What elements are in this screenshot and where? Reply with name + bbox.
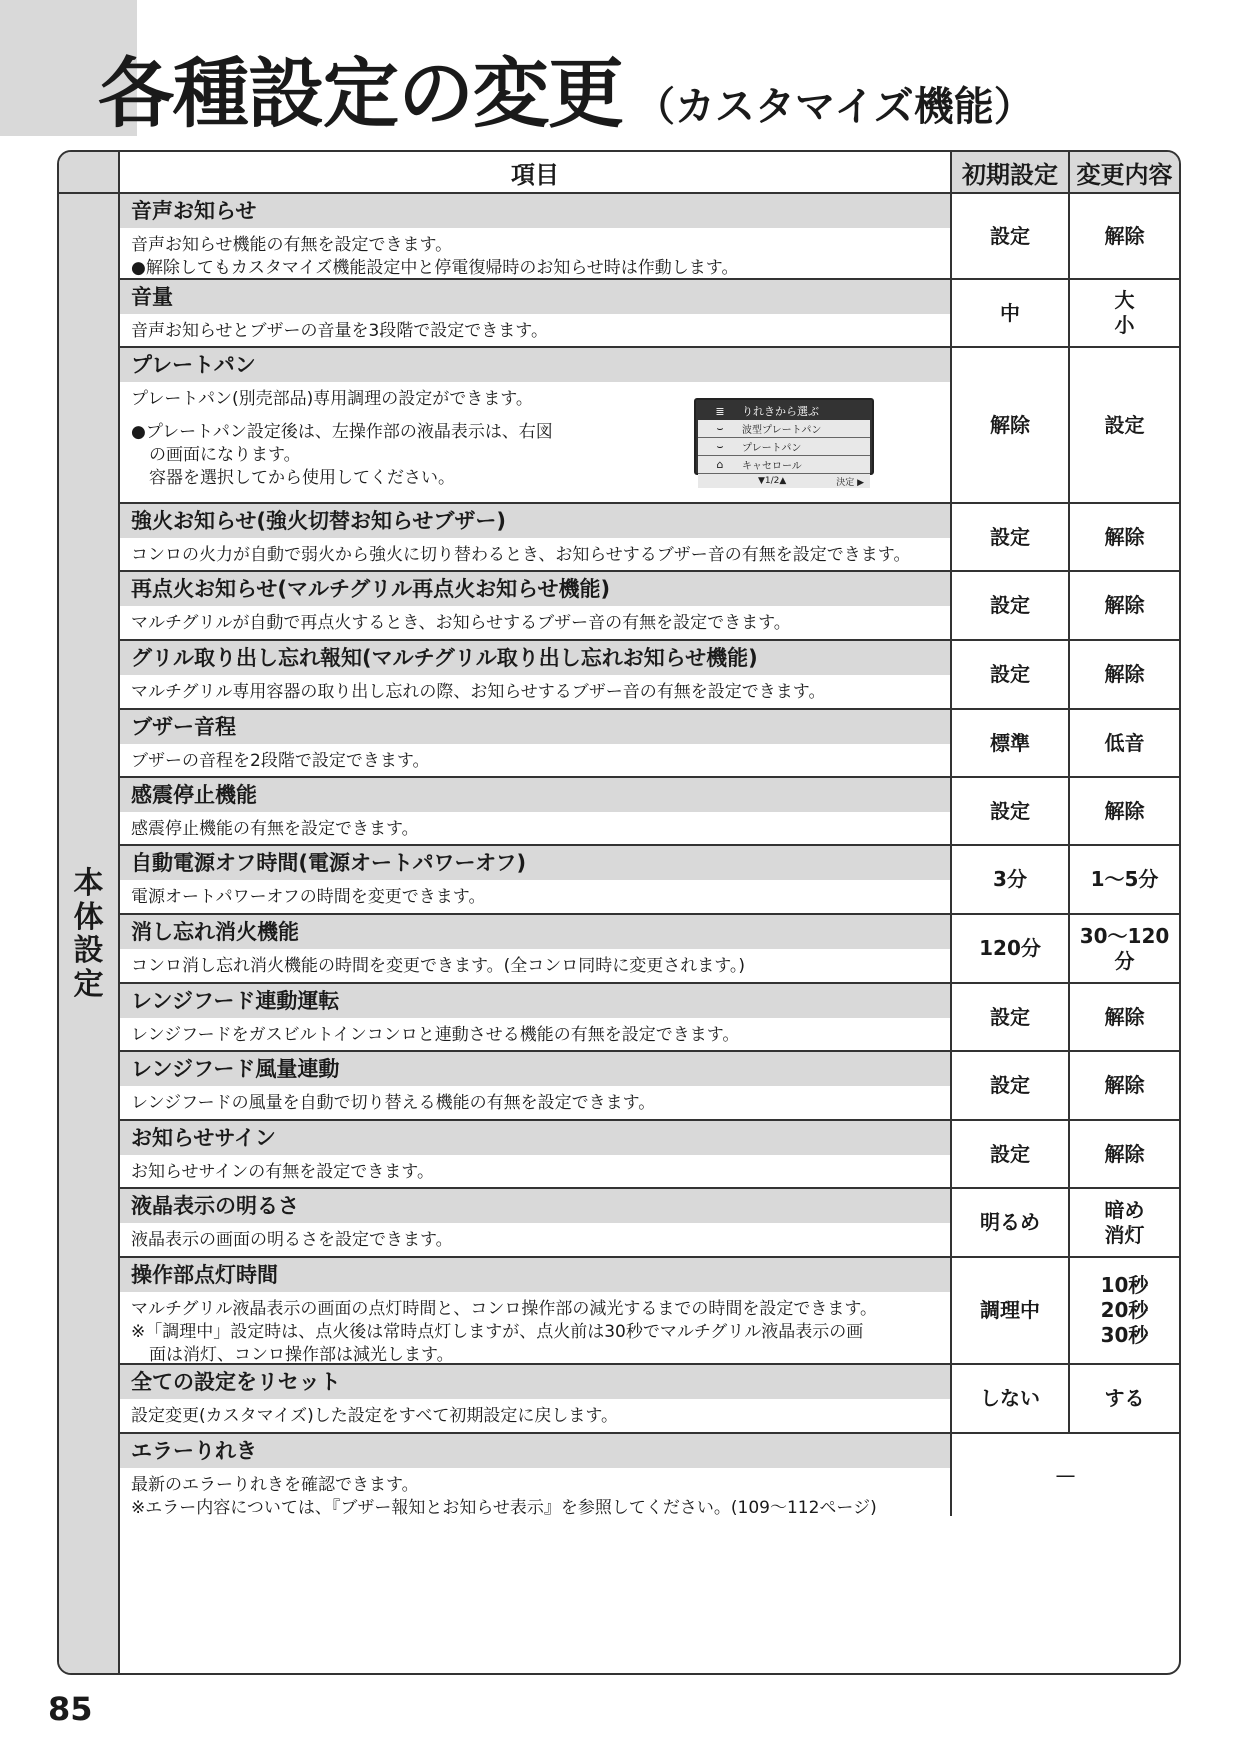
side-label-char: 定 [73, 966, 104, 1002]
lcd-selected-row [698, 402, 870, 420]
item-cell [120, 778, 952, 844]
initial-value: 標準 [952, 710, 1070, 776]
change-value [1070, 846, 1179, 913]
item-description [120, 606, 950, 635]
change-option: 30秒 [1100, 1323, 1149, 1347]
item-name: エラーりれき [120, 1434, 950, 1468]
lcd-footer [698, 474, 870, 488]
item-name: 操作部点灯時間 [120, 1258, 950, 1292]
initial-value: 設定 [952, 572, 1070, 639]
item-cell [120, 1258, 952, 1363]
initial-value: 解除 [952, 348, 1070, 502]
item-name: グリル取り出し忘れ報知(マルチグリル取り出し忘れお知らせ機能) [120, 641, 950, 675]
page-title [98, 49, 1034, 138]
table-row [120, 778, 1179, 846]
change-option: 10秒 [1100, 1273, 1149, 1297]
initial-value: 120分 [952, 915, 1070, 982]
item-cell [120, 641, 952, 708]
description-line: ●解除してもカスタマイズ機能設定中と停電復帰時のお知らせ時は作動します。 [131, 258, 739, 278]
change-option: 1〜5分 [1090, 867, 1159, 891]
description-line: プレートパン(別売部品)専用調理の設定ができます。 [131, 389, 533, 409]
table-row [120, 846, 1179, 915]
item-description [120, 744, 950, 773]
description-line: コンロの火力が自動で弱火から強火に切り替わるとき、お知らせするブザー音の有無を設定できます。 [131, 545, 911, 565]
change-option: 解除 [1104, 524, 1145, 549]
table-row [120, 1258, 1179, 1365]
lcd-menu-item [698, 456, 870, 474]
initial-value: 調理中 [952, 1258, 1070, 1363]
item-name: 音声お知らせ [120, 194, 950, 228]
description-line: 電源オートパワーオフの時間を変更できます。 [131, 887, 486, 907]
description-line: コンロ消し忘れ消火機能の時間を変更できます。(全コンロ同時に変更されます。) [131, 956, 746, 976]
item-name: プレートパン [120, 348, 950, 382]
description-line: マルチグリル専用容器の取り出し忘れの際、お知らせするブザー音の有無を設定できます。 [131, 682, 826, 702]
table-row [120, 641, 1179, 710]
description-line: 感震停止機能の有無を設定できます。 [131, 819, 419, 839]
description-line: 容器を選択してから使用してください。 [149, 468, 455, 488]
change-value [1070, 984, 1179, 1050]
lcd-item-label: キャセロール [742, 461, 802, 472]
item-cell [120, 984, 952, 1050]
table-row [120, 915, 1179, 984]
change-value [1070, 1121, 1179, 1187]
item-name: 強火お知らせ(強火切替お知らせブザー) [120, 504, 950, 538]
table-row [120, 1365, 1179, 1434]
side-label-char: 体 [73, 899, 104, 935]
item-name: 再点火お知らせ(マルチグリル再点火お知らせ機能) [120, 572, 950, 606]
item-name: 全ての設定をリセット [120, 1365, 950, 1399]
change-option: 暗め [1104, 1197, 1145, 1222]
item-name: 液晶表示の明るさ [120, 1189, 950, 1223]
table-row [120, 710, 1179, 778]
item-cell [120, 1052, 952, 1119]
change-option: 解除 [1104, 662, 1145, 686]
description-line: 最新のエラーりれきを確認できます。 [131, 1475, 419, 1495]
item-cell [120, 504, 952, 570]
item-cell [120, 348, 952, 502]
change-option: 解除 [1104, 593, 1145, 617]
item-description [120, 314, 950, 343]
change-value [1070, 1258, 1179, 1363]
item-cell [120, 280, 952, 346]
item-description [120, 675, 950, 704]
item-description [120, 1468, 950, 1520]
lcd-display-illustration [694, 398, 874, 488]
lcd-menu-item [698, 420, 870, 438]
side-column [59, 152, 120, 1673]
description-line: 液晶表示の画面の明るさを設定できます。 [131, 1230, 453, 1250]
initial-value: 明るめ [952, 1189, 1070, 1256]
initial-value: 設定 [952, 641, 1070, 708]
lcd-item-label: プレートパン [742, 443, 802, 454]
description-line: レンジフードをガスビルトインコンロと連動させる機能の有無を設定できます。 [131, 1025, 740, 1045]
item-description [120, 1223, 950, 1252]
item-description [120, 1399, 950, 1428]
table-row [120, 984, 1179, 1052]
change-value [1070, 348, 1179, 502]
lcd-menu-item [698, 438, 870, 456]
change-option: 30〜120分 [1079, 923, 1170, 973]
table-row [120, 1189, 1179, 1258]
side-label-char: 設 [73, 933, 104, 969]
initial-value: しない [952, 1365, 1070, 1432]
change-option: 設定 [1104, 412, 1145, 437]
item-cell [120, 1189, 952, 1256]
change-option: 20秒 [1100, 1298, 1149, 1322]
change-value [1070, 641, 1179, 708]
pan-icon: ⌣ [716, 421, 724, 435]
initial-value: 設定 [952, 504, 1070, 570]
initial-value: 設定 [952, 1052, 1070, 1119]
table-row [120, 1121, 1179, 1189]
side-label-char: 本 [73, 866, 104, 901]
change-option: する [1104, 1386, 1145, 1410]
change-option: 低音 [1104, 730, 1145, 755]
description-line: ※エラー内容については、『ブザー報知とお知らせ表示』を参照してください。(109〜112ページ) [131, 1498, 877, 1518]
page-number: 85 [48, 1690, 93, 1728]
table-row [120, 194, 1179, 280]
description-line: マルチグリルが自動で再点火するとき、お知らせするブザー音の有無を設定できます。 [131, 613, 791, 633]
item-name: レンジフード連動運転 [120, 984, 950, 1018]
change-value [1070, 280, 1179, 346]
initial-value: 設定 [952, 778, 1070, 844]
lcd-page-indicator: ▼1/2▲ [758, 476, 787, 486]
item-description [120, 949, 950, 978]
item-name: 消し忘れ消火機能 [120, 915, 950, 949]
change-value [1070, 194, 1179, 278]
item-cell [120, 915, 952, 982]
item-cell [120, 846, 952, 913]
item-description [120, 880, 950, 909]
description-line: 面は消灯、コンロ操作部は減光します。 [149, 1345, 454, 1365]
table-row [120, 1434, 1179, 1516]
item-description [120, 538, 950, 567]
value-cell-none: — [1055, 1462, 1076, 1487]
change-value [1070, 1365, 1179, 1432]
item-cell [120, 710, 952, 776]
lcd-selected-label: りれきから選ぶ [742, 405, 819, 418]
change-value [1070, 710, 1179, 776]
item-name: 音量 [120, 280, 950, 314]
pan-icon: ⌣ [716, 439, 724, 453]
item-description [120, 1018, 950, 1047]
lcd-ok-label: 決定 ▶ [836, 477, 864, 488]
change-option: 解除 [1104, 798, 1145, 823]
description-line: ※「調理中」設定時は、点火後は常時点灯しますが、点火前は30秒でマルチグリル液晶表示の画 [131, 1322, 864, 1342]
change-value [1070, 915, 1179, 982]
initial-value: 設定 [952, 984, 1070, 1050]
change-value [1070, 1189, 1179, 1256]
item-name: 自動電源オフ時間(電源オートパワーオフ) [120, 846, 950, 880]
item-description [120, 1086, 950, 1115]
description-line: ブザーの音程を2段階で設定できます。 [131, 751, 430, 771]
table-row [120, 280, 1179, 348]
change-option: 大 [1114, 288, 1135, 312]
description-line: お知らせサインの有無を設定できます。 [131, 1162, 434, 1182]
item-cell [120, 1365, 952, 1432]
settings-table [57, 150, 1181, 1675]
description-line: 設定変更(カスタマイズ)した設定をすべて初期設定に戻します。 [131, 1406, 619, 1426]
initial-value: 3分 [952, 846, 1070, 913]
item-name: レンジフード風量連動 [120, 1052, 950, 1086]
item-name: 感震停止機能 [120, 778, 950, 812]
item-description [120, 1155, 950, 1184]
header-change: 変更内容 [1070, 152, 1179, 194]
table-row [120, 504, 1179, 572]
change-option: 小 [1114, 313, 1135, 337]
page-title-main: 各種設定の変更 [98, 49, 623, 138]
page-title-sub: （カスタマイズ機能） [635, 84, 1034, 130]
description-line: 音声お知らせ機能の有無を設定できます。 [131, 235, 453, 255]
item-description [120, 228, 950, 280]
pot-icon: ⌂ [716, 458, 724, 471]
table-row [120, 572, 1179, 641]
description-line: の画面になります。 [149, 445, 301, 465]
list-icon: ≣ [715, 404, 725, 418]
initial-value: 中 [952, 280, 1070, 346]
item-cell [120, 194, 952, 278]
description-line: レンジフードの風量を自動で切り替える機能の有無を設定できます。 [131, 1093, 656, 1113]
side-header-cell [59, 152, 118, 194]
item-description [120, 1292, 950, 1367]
change-option: 解除 [1104, 1073, 1145, 1097]
change-value [1070, 504, 1179, 570]
description-line: マルチグリル液晶表示の画面の点灯時間と、コンロ操作部の減光するまでの時間を設定できます。 [131, 1299, 877, 1319]
header-item: 項目 [120, 152, 952, 194]
change-option: 消灯 [1104, 1222, 1145, 1247]
description-line: ●プレートパン設定後は、左操作部の液晶表示は、右図 [131, 422, 553, 442]
description-line: 音声お知らせとブザーの音量を3段階で設定できます。 [131, 321, 548, 341]
item-cell [120, 1121, 952, 1187]
change-value [1070, 572, 1179, 639]
table-row [120, 348, 1179, 504]
change-option: 解除 [1104, 223, 1145, 248]
item-name: お知らせサイン [120, 1121, 950, 1155]
side-label [59, 867, 118, 1001]
lcd-item-label: 波型プレートパン [742, 425, 822, 436]
change-value [1070, 778, 1179, 844]
item-cell [120, 1434, 952, 1516]
change-option: 解除 [1104, 1004, 1145, 1029]
table-row [120, 1052, 1179, 1121]
initial-value: 設定 [952, 1121, 1070, 1187]
item-description [120, 812, 950, 841]
change-value [1070, 1052, 1179, 1119]
header-initial: 初期設定 [952, 152, 1070, 194]
change-option: 解除 [1104, 1141, 1145, 1166]
initial-value: 設定 [952, 194, 1070, 278]
item-name: ブザー音程 [120, 710, 950, 744]
item-cell [120, 572, 952, 639]
